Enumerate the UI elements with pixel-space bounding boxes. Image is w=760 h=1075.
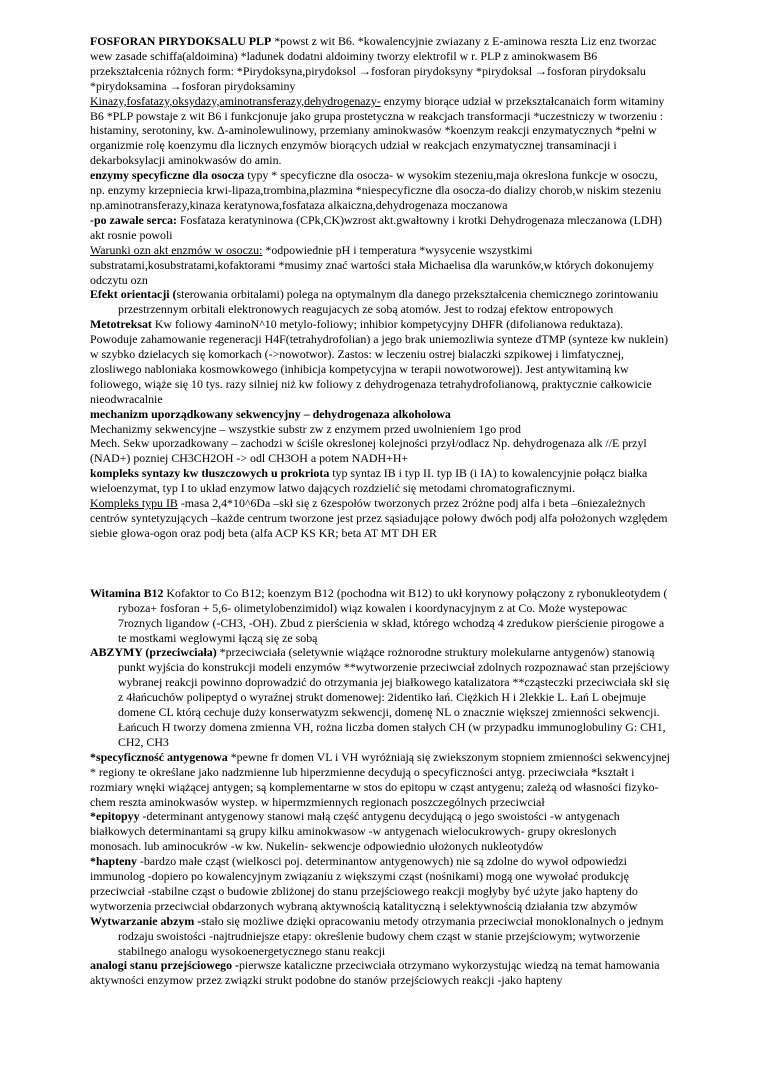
heading-epitopes: *epitopyy: [90, 809, 140, 824]
heading-plasma-enzymes: enzymy specyficzne dla osocza: [90, 168, 245, 183]
heading-plp: FOSFORAN PIRYDOKSALU PLP: [90, 34, 272, 48]
underlined-b6-enzymes: Kinazy,fosfatazy,oksydazy,aminotransferazy,dehydrogenazy-: [90, 93, 381, 108]
paragraph-plp: [90, 34, 670, 94]
text-fatty-acid-synthase: typ syntaz IB i typ II. typ IB (i IA) to kowalencyjnie połącz białka wieloenzymat, typ I to układ enzymow latwo dających rozdzielić się metodami chromatograficznymi.: [90, 466, 648, 496]
paragraph-epitopes: [90, 809, 670, 854]
text-abzyme-production: stało się możliwe dzięki opracowaniu metody otrzymania przeciwciał monoklonalnych o jednym rodzaju swoistości -najtrudniejsze etapy: określenie budowy chem cząst w stanie przejściowym; wytworzenie stabilnego analogu wysokoenergetycznego stanu reakcji: [118, 913, 664, 958]
paragraph-haptens: [90, 854, 670, 914]
heading-vitamin-b12: Witamina B12: [90, 585, 164, 600]
paragraph-ordered-mechanism: [90, 407, 670, 422]
text-antigen-specificity: *pewne fr domen VL i VH wyróżniają się zwiekszonym stopniem zmienności sekwencyjnej * regiony te określane jako nadzmienne lub hiperzmienne decydują o specyficzności antyg. przeciwciała *kształt i rozmiary wnęki wiążącej antygen; są komplementarne w stos do epitopu w cząst antygenu; zależą od własności fizyko-chem reszta aminokwasów wystep. w hipermzmiennych regionach poszczególnych przeciwciał: [90, 749, 670, 809]
paragraph-vitamin-b12: [90, 586, 670, 646]
paragraph-methotrexate: [90, 317, 670, 406]
paragraph-fatty-acid-synthase: [90, 466, 670, 496]
paragraph-antigen-specificity: [90, 750, 670, 810]
text-haptens: -bardzo małe cząst (wielkosci poj. determinantow antygenowych) nie są zdolne do wywoł odpowiedzi immunolog -dopiero po kowalencyjnym związaniu z większymi cząst (nośnikami) mogą one wywołać produkcję przeciwciał -stabilne cząst o budowie zbliżonej do stanu przejściowego reakcji mogłyby być użyte jako hapteny do wytworzenia przeciwciał obdarzonych wybraną aktywnością katalityczną i selektywnością działania tzw abzymów: [90, 854, 638, 913]
heading-orientation-effect: Efekt orientacji (: [90, 287, 177, 302]
text-vitamin-b12: Kofaktor to Co B12; koenzym B12 (pochodna wit B12) to ukł korynowy połączony z rybonukleotydem ( ryboza+ fosforan + 5,6- olimetylobenzimidol) wiąz kowalen i koordynacyjnym z at Co. Może wystepowac 7roznych ligandow (-CH3, -OH). Zbud z pierścienia w skład, którego wchodzą 4 zredukow pierścienie pirogowe a te mostkami weglowymi łączą się ze sobą: [118, 585, 668, 645]
text-complex-ib: -masa 2,4*10^6Da –skł się z 6zespołów tworzonych przez 2różne podj alfa i beta –6niezależnych centrów syntetyzujących –każde centrum tworzone jest przez sąsiadujące połowy dwóch podj alfa położonych względem siebie głowa-ogon oraz podj beta (alfa ACP KS KR; beta AT MT DH ER: [90, 496, 668, 540]
text-abzymes: *przeciwciała (seletywnie wiążące rożnorodne struktury molekularne antygenów) stanowią punkt wyjścia do konstrukcji modeli enzymów **wytworzenie przeciwciał zdolnych rozpoznawać stan przejściowy wybranej reakcji powinno doprowadzić do otrzymania jej białkowego katalizatora **cząsteczki przeciwciała skł się z 4łańcuchów polipeptyd o wyraźnej strukt domenowej: 2identiko łań. Ciężkich H i 2lekkie L. Łań L obejmuje domene CL którą cechuje duży konserwatyzm sekwencji, domenę NL o znacznie większej zmienności sekwencji. Łańcuch H tworzy domena zmienna VH, rożna liczba domen stałych CH (w przypadku immunoglobuliny G: CH1, CH2, CH3: [118, 645, 670, 749]
document-page: [90, 34, 670, 988]
paragraph-abzymes: [90, 645, 670, 749]
heading-ordered-mechanism: mechanizm uporządkowany sekwencyjny – dehydrogenaza alkoholowa: [90, 406, 451, 421]
underlined-assay-conditions: Warunki ozn akt enzmów w osoczu:: [90, 242, 263, 257]
heading-antigen-specificity: *specyficzność antygenowa: [90, 749, 228, 764]
heading-transition-state-analogs: analogi stanu przejściowego -: [90, 958, 239, 973]
paragraph-transition-state-analogs: [90, 958, 670, 988]
heading-haptens: *hapteny: [90, 854, 137, 869]
paragraph-complex-ib: [90, 496, 670, 541]
text-b6-enzymes: enzymy biorące udział w przekształcanaich form witaminy B6 *PLP powstaje z wit B6 i funkcjonuje jako grupa prostetyczna w reakcjach transformacji *uczestniczy w tworzeniu : histaminy, serotoniny, kw. Δ-aminolewulinowy, przemiany aminokwasów *koenzym reakcji enzymatycznych *pełni w organizmie rolę koenzymu dla licznych enzymów biorących udział w reakcjach enzymatycznej transaminacji i dekarboksylacji aminokwasów do amin.: [90, 93, 665, 168]
text-methotrexate: Kw foliowy 4aminoN^10 metylo-foliowy; inhibior kompetycyjny DHFR (difolianowa reduktaza). Powoduje zahamowanie regeneracji H4F(tetrahydrofolian) a jego brak uniemozliwia synteze dTMP (synteze kw nuklein) w szybko dzielacych się komorkach (->nowotwor). Zastos: w leczeniu ostrej bialaczki szpikowej i limfatycznej, zlosliwego nabloniaka kosmowkowego (inhibicja kompetycyjna w terapii nowotworowej). Jest antywitaminą kw foliowego, wiąże się 10 tys. razy silniej niż kw foliowy z dehydrogenaza tetrahydrofolianową, praktycznie całkowicie nieodwracalnie: [90, 317, 669, 406]
text-infarction: Fosfataza keratyninowa (CPk,CK)wzrost akt.gwałtowny i krotki Dehydrogenaza mleczanowa (LDH) akt rosnie powoli: [90, 212, 663, 242]
text-epitopes: -determinant antygenowy stanowi małą część antygenu decydującą o jego swoistości -w antygenach białkowych determinantami są grupy kilku aminokwasow -w antygenach wielocukrowych- grupy okreslonych monosach. lub aminocukrów -w kw. Nukelin- sekwencje odpowiednio ułożonych nukleotydów: [90, 809, 620, 854]
paragraph-sequential-mechanisms: [90, 422, 670, 437]
paragraph-infarction: [90, 213, 670, 243]
text-plp: *powst z wit B6. *kowalencyjnie zwiazany z E-aminowa reszta Liz enz tworzac wew zasade schiffa(aldoimina) *ladunek dodatni aldoiminy tworzy elektrofil w r. PLP z aminokwasem B6 przekształcenia różnych form: *Pirydoksyna,pirydoksol →fosforan pirydoksyny *pirydoksal →fosforan pirydoksalu *pirydoksamina →fosforan pirydoksaminy: [90, 34, 657, 93]
paragraph-abzyme-production: [90, 914, 670, 959]
paragraph-b6-enzymes: [90, 94, 670, 169]
paragraph-ordered-sequential: [90, 436, 670, 466]
text-sequential-mechanisms: Mechanizmy sekwencyjne – wszystkie substr zw z enzymem przed uwolnieniem 1go prod: [90, 421, 521, 436]
text-plasma-enzymes: typy * specyficzne dla osocza- w wysokim stezeniu,maja okreslona funkcje w osoczu, np. enzymy krzepniecia krwi-lipaza,trombina,plazmina *niespecyficzne dla osocza-do dializy chorob,w niskim stezeniu np.aminotransferazy,kinaza keratynowa,fosfataza alkaiczna,dehydrogenaza moczanowa: [90, 168, 662, 212]
heading-infarction: -po zawale serca:: [90, 212, 177, 227]
paragraph-plasma-enzymes: [90, 168, 670, 213]
text-transition-state-analogs: pierwsze kataliczne przeciwciała otrzymano wykorzystując wiedzą na temat hamowania aktywności enzymow przez związki strukt podobne do stanów przejściowych reakcji -jako hapteny: [90, 958, 660, 988]
text-ordered-sequential: Mech. Sekw uporzadkowany – zachodzi w ściśle okreslonej kolejności przył/odlacz Np. dehydrogenaza alk //E przyl (NAD+) pozniej CH3CH2OH -> odl CH3OH a potem NADH+H+: [90, 436, 647, 466]
paragraph-orientation-effect: [90, 287, 670, 317]
text-assay-conditions: *odpowiednie pH i temperatura *wysycenie wszystkimi substratami,kosubstratami,kofaktorami *musimy znać wartości stała Michaelisa dla warunków,w których dokonujemy odczytu ozn: [90, 242, 654, 287]
heading-abzyme-production: Wytwarzanie abzym -: [90, 913, 202, 928]
section-gap: [90, 541, 670, 586]
paragraph-assay-conditions: [90, 243, 670, 288]
underlined-complex-ib: Kompleks typu IB: [90, 496, 178, 511]
heading-methotrexate: Metotreksat: [90, 317, 152, 332]
heading-fatty-acid-synthase: kompleks syntazy kw tłuszczowych u prokriota: [90, 466, 330, 481]
text-orientation-effect: sterowania orbitalami) polega na optymalnym dla danego przekształcenia chemicznego zorintowaniu przestrzennym orbitali elektronowych reagujacych ze sobą atomów. Jest to rodzaj efektow entropowych: [118, 287, 659, 317]
heading-abzymes: ABZYMY (przeciwciała): [90, 645, 217, 660]
